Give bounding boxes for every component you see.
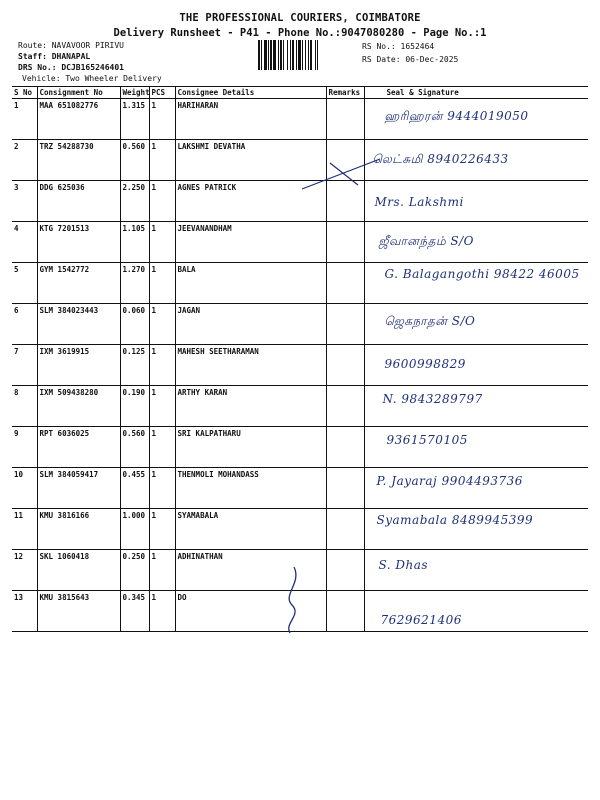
cell-signature	[364, 140, 588, 181]
table-row	[12, 386, 588, 427]
cell-consignee: SYAMABALA	[175, 509, 326, 550]
cell-consignee: DO	[175, 591, 326, 632]
cell-signature	[364, 222, 588, 263]
cell-remarks	[326, 345, 364, 386]
cell-consignment: GYM 1542772	[37, 263, 120, 304]
vehicle-text: Vehicle: Two Wheeler Delivery	[22, 74, 162, 83]
cell-consignment: KTG 7201513	[37, 222, 120, 263]
ditto-scribble	[272, 565, 312, 635]
cell-consignment: SLM 384023443	[37, 304, 120, 345]
cell-pcs: 1	[149, 304, 175, 345]
handwritten-signature: லெட்சுமி 8940226433	[372, 152, 509, 166]
cell-sno: 10	[12, 468, 37, 509]
cell-consignee: MAHESH SEETHARAMAN	[175, 345, 326, 386]
barcode-image	[258, 40, 358, 70]
cell-consignment: IXM 509438280	[37, 386, 120, 427]
cell-signature	[364, 181, 588, 222]
cell-sno: 1	[12, 99, 37, 140]
drs-number: DRS No.: DCJB165246401	[18, 63, 124, 72]
cell-signature	[364, 591, 588, 632]
handwritten-signature: ஜீவானந்தம் S/O	[378, 234, 475, 248]
col-header: Consignment No	[37, 87, 120, 99]
cell-remarks	[326, 550, 364, 591]
cell-signature	[364, 509, 588, 550]
col-header: S No	[12, 87, 37, 99]
cell-consignment: KMU 3815643	[37, 591, 120, 632]
cell-remarks	[326, 509, 364, 550]
cell-consignee: ADHINATHAN	[175, 550, 326, 591]
cell-pcs: 1	[149, 386, 175, 427]
handwritten-signature: ஹரிஹரன் 9444019050	[384, 109, 529, 123]
cell-pcs: 1	[149, 509, 175, 550]
handwritten-signature: G. Balagangothi 98422 46005	[384, 267, 580, 281]
cell-consignee: JAGAN	[175, 304, 326, 345]
cell-consignee: SRI KALPATHARU	[175, 427, 326, 468]
handwritten-signature: Mrs. Lakshmi	[374, 195, 464, 209]
cell-pcs: 1	[149, 140, 175, 181]
handwritten-signature: Syamabala 8489945399	[376, 513, 534, 527]
table-row	[12, 468, 588, 509]
cell-weight: 0.560	[120, 427, 149, 468]
cell-sno: 2	[12, 140, 37, 181]
cell-weight: 0.125	[120, 345, 149, 386]
cell-consignee: THENMOLI MOHANDASS	[175, 468, 326, 509]
cell-weight: 1.000	[120, 509, 149, 550]
cell-sno: 6	[12, 304, 37, 345]
cell-signature	[364, 304, 588, 345]
cell-weight: 0.560	[120, 140, 149, 181]
cell-consignee: BALA	[175, 263, 326, 304]
table-row	[12, 304, 588, 345]
cell-sno: 8	[12, 386, 37, 427]
cell-consignment: SKL 1060418	[37, 550, 120, 591]
cell-remarks	[326, 222, 364, 263]
table-row	[12, 99, 588, 140]
rs-date: RS Date: 06-Dec-2025	[362, 55, 459, 64]
staff-text: Staff: DHANAPAL	[18, 52, 91, 61]
cell-weight: 0.345	[120, 591, 149, 632]
strike-mark	[300, 155, 390, 195]
cell-weight: 2.250	[120, 181, 149, 222]
cell-pcs: 1	[149, 427, 175, 468]
cell-pcs: 1	[149, 181, 175, 222]
handwritten-signature: ஜெகநாதன் S/O	[384, 314, 476, 328]
cell-weight: 0.190	[120, 386, 149, 427]
handwritten-signature: 9600998829	[384, 357, 466, 371]
cell-consignee: LAKSHMI DEVATHA	[175, 140, 326, 181]
cell-sno: 11	[12, 509, 37, 550]
table-row	[12, 345, 588, 386]
cell-remarks	[326, 99, 364, 140]
cell-pcs: 1	[149, 591, 175, 632]
cell-consignment: MAA 651082776	[37, 99, 120, 140]
rs-number: RS No.: 1652464	[362, 42, 435, 51]
cell-remarks	[326, 427, 364, 468]
cell-weight: 1.270	[120, 263, 149, 304]
cell-pcs: 1	[149, 263, 175, 304]
cell-sno: 4	[12, 222, 37, 263]
cell-signature	[364, 345, 588, 386]
table-header-row	[12, 87, 588, 99]
cell-consignment: DDG 625036	[37, 181, 120, 222]
cell-weight: 1.315	[120, 99, 149, 140]
cell-signature	[364, 386, 588, 427]
cell-signature	[364, 427, 588, 468]
barcode-bar	[318, 40, 320, 70]
table-row	[12, 263, 588, 304]
cell-consignment: TRZ 54288730	[37, 140, 120, 181]
runsheet-meta-left	[18, 40, 162, 84]
cell-weight: 1.105	[120, 222, 149, 263]
cell-remarks	[326, 591, 364, 632]
cell-consignment: RPT 6036025	[37, 427, 120, 468]
cell-signature	[364, 263, 588, 304]
cell-weight: 0.060	[120, 304, 149, 345]
cell-weight: 0.250	[120, 550, 149, 591]
cell-sno: 13	[12, 591, 37, 632]
cell-pcs: 1	[149, 222, 175, 263]
handwritten-signature: P. Jayaraj 9904493736	[376, 474, 523, 488]
handwritten-signature: 9361570105	[386, 433, 468, 447]
cell-consignee: ARTHY KARAN	[175, 386, 326, 427]
route-text: Route: NAVAVOOR PIRIVU	[18, 41, 124, 50]
col-header: Seal & Signature	[364, 87, 588, 99]
cell-consignment: IXM 3619915	[37, 345, 120, 386]
cell-pcs: 1	[149, 345, 175, 386]
cell-weight: 0.455	[120, 468, 149, 509]
table-row	[12, 509, 588, 550]
cell-pcs: 1	[149, 99, 175, 140]
runsheet-meta-right	[362, 40, 458, 66]
table-row	[12, 427, 588, 468]
col-header: Remarks	[326, 87, 364, 99]
handwritten-signature: S. Dhas	[378, 558, 429, 572]
cell-signature	[364, 550, 588, 591]
handwritten-signature: 7629621406	[380, 613, 462, 627]
cell-pcs: 1	[149, 550, 175, 591]
cell-signature	[364, 468, 588, 509]
cell-consignee: AGNES PATRICK	[175, 181, 326, 222]
cell-remarks	[326, 468, 364, 509]
cell-consignment: KMU 3816166	[37, 509, 120, 550]
runsheet-subtitle: Delivery Runsheet - P41 - Phone No.:9047080280 - Page No.:1	[113, 27, 487, 39]
col-header: Weight	[120, 87, 149, 99]
cell-consignee: JEEVANANDHAM	[175, 222, 326, 263]
cell-pcs: 1	[149, 468, 175, 509]
cell-sno: 7	[12, 345, 37, 386]
cell-consignee: HARIHARAN	[175, 99, 326, 140]
cell-sno: 5	[12, 263, 37, 304]
company-title: THE PROFESSIONAL COURIERS, COIMBATORE	[179, 12, 421, 24]
cell-sno: 3	[12, 181, 37, 222]
cell-remarks	[326, 386, 364, 427]
cell-signature	[364, 99, 588, 140]
table-row	[12, 222, 588, 263]
cell-sno: 12	[12, 550, 37, 591]
cell-remarks	[326, 263, 364, 304]
cell-consignment: SLM 384059417	[37, 468, 120, 509]
cell-sno: 9	[12, 427, 37, 468]
col-header: Consignee Details	[175, 87, 326, 99]
handwritten-signature: N. 9843289797	[382, 392, 483, 406]
col-header: PCS	[149, 87, 175, 99]
cell-remarks	[326, 304, 364, 345]
